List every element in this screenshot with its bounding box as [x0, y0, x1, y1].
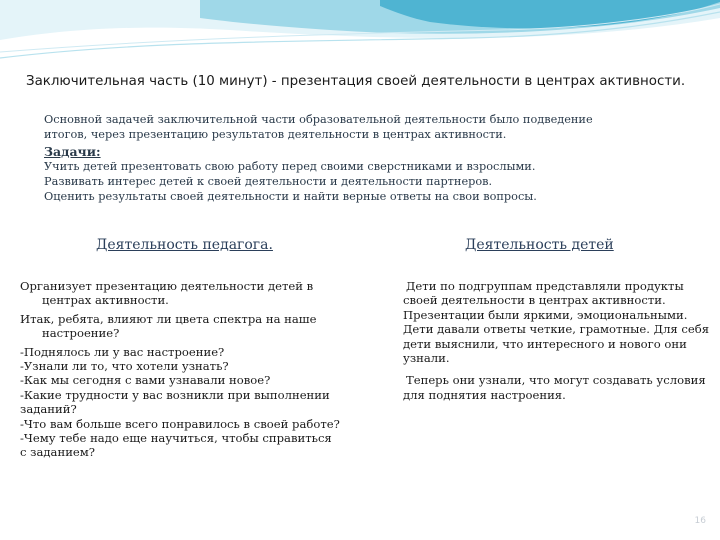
- teacher-paragraph: Итак, ребята, влияют ли цвета спектра на наше настроение?: [20, 311, 317, 341]
- question-item: -Узнали ли то, что хотели узнать?: [20, 359, 229, 374]
- tasks-title: Задачи:: [44, 144, 101, 159]
- page-number: 16: [694, 516, 706, 526]
- task-item: Учить детей презентовать свою работу перед своими сверстниками и взрослыми.: [44, 160, 536, 173]
- children-column: [403, 279, 715, 410]
- task-item: Развивать интерес детей к своей деятельности и деятельности партнеров.: [44, 175, 493, 188]
- header-wave-decoration: [0, 0, 720, 70]
- intro-block: [44, 112, 604, 204]
- question-item: -Какие трудности у вас возникли при выполнении заданий?: [20, 387, 330, 417]
- question-item: -Что вам больше всего понравилось в своей работе?: [20, 416, 340, 431]
- teacher-paragraph: Организует презентацию деятельности детей в центрах активности.: [20, 279, 314, 308]
- question-item: -Поднялось ли у вас настроение?: [20, 344, 225, 359]
- question-item: -Как мы сегодня с вами узнавали новое?: [20, 373, 271, 388]
- task-item: Оценить результаты своей деятельности и найти верные ответы на свои вопросы.: [44, 190, 537, 203]
- children-paragraph: Дети по подгруппам представляли продукты своей деятельности в центрах активности. Презентации были яркими, эмоциональными. Дети давали ответы четкие, грамотные. Для себя дети выяснили, что интересного и нового они узнали.: [403, 279, 710, 366]
- question-item: -Чему тебе надо еще научиться, чтобы справиться с заданием?: [20, 431, 332, 460]
- teacher-heading: Деятельность педагога.: [96, 237, 273, 253]
- children-paragraph: Теперь они узнали, что могут создавать условия для поднятия настроения.: [403, 373, 706, 402]
- teacher-column: [20, 279, 340, 460]
- intro-paragraph: Основной задачей заключительной части образовательной деятельности было подведение итогов, через презентацию результатов деятельности в центрах активности.: [44, 113, 593, 141]
- children-heading: Деятельность детей: [465, 237, 614, 253]
- slide-title: Заключительная часть (10 минут) - презентация своей деятельности в центрах активности.: [26, 74, 686, 89]
- teacher-questions: [20, 345, 340, 460]
